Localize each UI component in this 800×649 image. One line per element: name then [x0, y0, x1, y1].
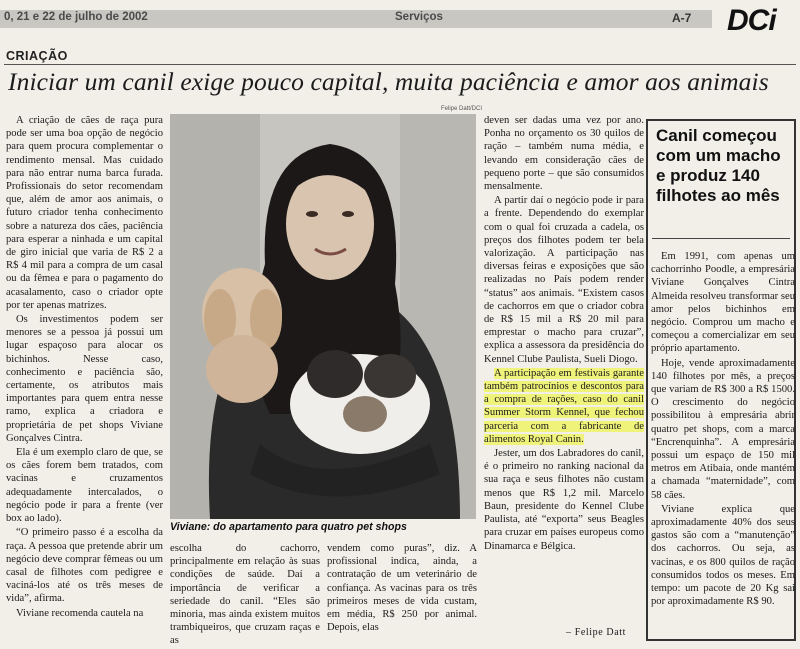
column-1	[6, 114, 163, 621]
sidebar-title: Canil começou com um macho e produz 140 filhotes ao mês	[656, 126, 781, 205]
dci-logo: DCi	[727, 4, 776, 37]
paragraph: Viviane explica que aproximadamente 40% dos seus gastos são com a “manutenção” dos cachorros. Ou seja, as vacinas, e os 800 quilos de ração consumidos todos os meses. Em tempo: um pacote de 20 Kg sai por aproximadamente R$ 90.	[651, 503, 795, 608]
photo-caption: Viviane: do apartamento para quatro pet shops	[170, 521, 407, 533]
paragraph: A criação de cães de raça pura pode ser uma boa opção de negócio para quem procura complementar o rendimento mensal. Mas cuidado para não entrar numa barca furada. Profissionais do setor recomendam que, além de amor aos animais, o futuro criador tenha conhecimento sobre a natureza dos cães, paciência para esperar a ninhada e um capital de giro inicial que varia de R$ 2 a R$ 4 mil para a compra de um casal ou da fêmea e para o pagamento do acasalamento, caso o criador opte por ter apenas matrizes.	[6, 115, 163, 311]
paragraph: Em 1991, com apenas um cachorrinho Poodle, a empresária Viviane Gonçalves Cintra Almeida resolveu transformar seu amor pelos bichinhos em negócio. Comprou um macho e começou a comercializar em seu próprio apartamento.	[651, 251, 795, 355]
paragraph: Os investimentos podem ser menores se a pessoa já possui um lugar espaçoso para alocar os bichinhos. Nesse caso, conhecimento e paciência são, certamente, os atributos mais importantes para quem entra nesse ramo, explica a criadora e proprietária de pet shops Viviane Gonçalves Cintra.	[6, 314, 163, 444]
author-byline: – Felipe Datt	[566, 627, 627, 638]
article-photo	[170, 114, 476, 519]
highlight-mark: A participação em festivais garante também patrocínios e descontos para a compra de rações, caso do canil Summer Storm Kennel, que fechou parceria com a fabricante de alimentos Royal Canin.	[484, 367, 644, 445]
paragraph: Jester, um dos Labradores do canil, é o primeiro no ranking nacional da sua raça e seus filhotes não custam menos que R$ 1,2 mil. Marcelo Baun, presidente do Kennel Clube Paulista, até “exporta” seus Beagles para cruzar em países europeus como Dinamarca e Bélgica.	[484, 448, 644, 552]
column-3	[327, 542, 477, 635]
column-2	[170, 542, 320, 649]
sidebar-divider	[652, 238, 790, 239]
divider	[4, 64, 796, 65]
paragraph: Viviane recomenda cautela na	[16, 607, 144, 619]
column-4	[484, 114, 644, 554]
article-headline: Iniciar um canil exige pouco capital, muita paciência e amor aos animais	[8, 67, 769, 96]
page-number: A-7	[672, 11, 692, 25]
paragraph: “O primeiro passo é a escolha da raça. A pessoa que pretende abrir um negócio deve comprar fêmeas ou um casal de filhotes com pedigree e vaciná-los até os três meses de vida”, afirma.	[6, 527, 163, 605]
paragraph: A partir daí o negócio pode ir para a frente. Dependendo do exemplar com o qual foi cruzada a cadela, os preços dos filhotes podem ter bela valorização. A participação nas diversas feiras e exposições que são realizadas no País podem render “status” aos animais. “Existem casos de cachorros em que o criador cobra de R$ 15 mil a R$ 20 mil para emprestar o macho para cruzar”, explica a assessora da presidência do Kennel Clube Paulista, Sueli Diogo.	[484, 195, 644, 365]
sidebar-body	[651, 250, 795, 609]
photo-credit: Felipe Datt/DCI	[441, 106, 483, 112]
woman-with-puppies-photo	[170, 114, 476, 519]
paragraph: Hoje, vende aproximadamente 140 filhotes por mês, a preços que variam de R$ 300 a R$ 1500. O crescimento do negócio possibilitou à empresária abrir quatro pet shops, com a marca “Encrenquinha”. A empresária possui um espaço de 150 mil metros em Atibaia, onde mantém a chamada “maternidade”, com 58 cães.	[651, 357, 795, 501]
section-kicker: CRIAÇÃO	[6, 49, 68, 63]
paragraph: vendem como puras”, diz. A profissional indica, ainda, a contratação de um veterinário de confiança. As vacinas para os três primeiros meses de vida custam, em média, R$ 250 por animal. Depois, elas	[327, 543, 477, 634]
paragraph: deven ser dadas uma vez por ano. Ponha no orçamento os 30 quilos de ração – também numa média, e levando em consideração cães de pequeno porte – que são consumidos mensalmente.	[484, 115, 644, 193]
section-name: Serviços	[395, 11, 443, 23]
highlighted-paragraph	[484, 367, 644, 446]
paragraph: escolha do cachorro, principalmente em relação às suas condições de saúde. Daí a importância de verificar a seriedade do canil. “Eles são minoria, mas ainda existem muitos trambiqueiros, que cruzam raças e as	[170, 543, 320, 647]
edition-date: 0, 21 e 22 de julho de 2002	[4, 11, 148, 23]
paragraph: Ela é um exemplo claro de que, se os cães forem bem tratados, com vacinas e cruzamentos adequadamente intercalados, o negócio pode ir para a frente (ver box ao lado).	[6, 447, 163, 525]
page-header	[0, 4, 800, 37]
